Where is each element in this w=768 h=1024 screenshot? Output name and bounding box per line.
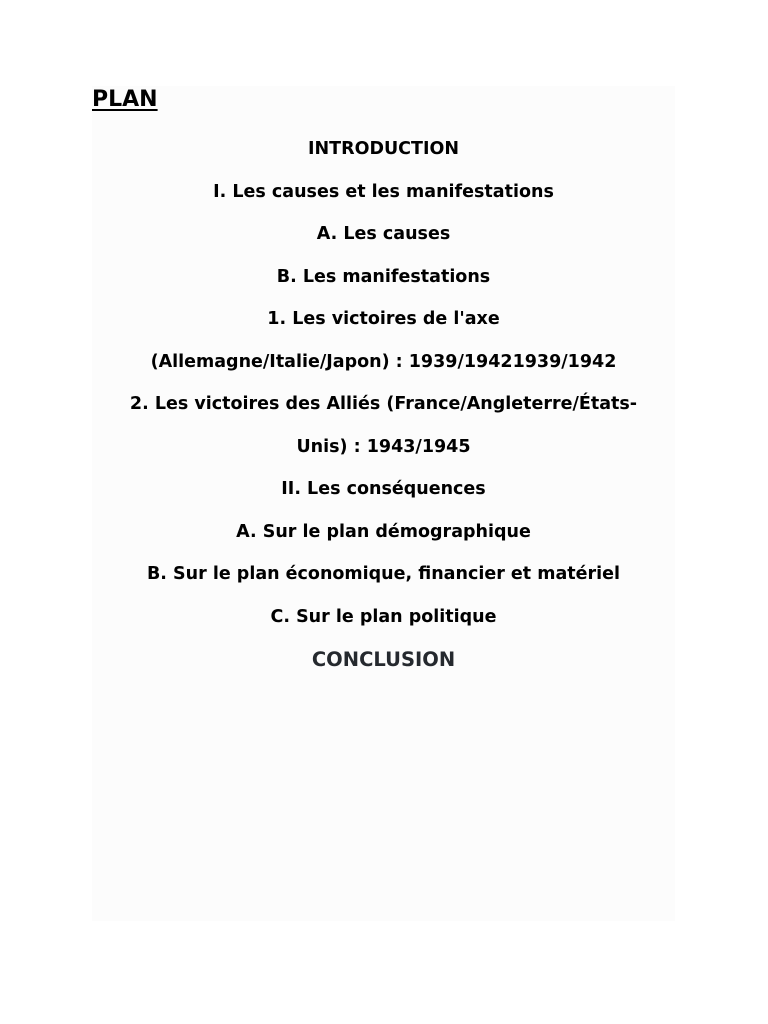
outline-part-1-b-1: 1. Les victoires de l'axe	[267, 309, 500, 329]
outline-part-1: I. Les causes et les manifestations	[213, 181, 554, 202]
plan-heading: PLAN	[92, 87, 158, 112]
outline-list	[92, 128, 675, 682]
outline-part-1-b-2: 2. Les victoires des Alliés (France/Angleterre/États-	[129, 394, 638, 414]
outline-introduction: INTRODUCTION	[308, 139, 459, 159]
outline-conclusion: CONCLUSION	[311, 648, 456, 671]
outline-part-1-b-1-continued: (Allemagne/Italie/Japon) : 1939/19421939/1942	[150, 351, 617, 372]
outline-part-2-b: B. Sur le plan économique, financier et matériel	[146, 564, 621, 584]
outline-part-2: II. Les conséquences	[281, 479, 486, 499]
outline-part-2-c: C. Sur le plan politique	[270, 606, 497, 627]
outline-part-2-a: A. Sur le plan démographique	[236, 521, 531, 542]
outline-part-1-a: A. Les causes	[316, 224, 451, 244]
outline-part-1-b-2-continued: Unis) : 1943/1945	[296, 436, 471, 457]
outline-part-1-b: B. Les manifestations	[276, 266, 491, 287]
